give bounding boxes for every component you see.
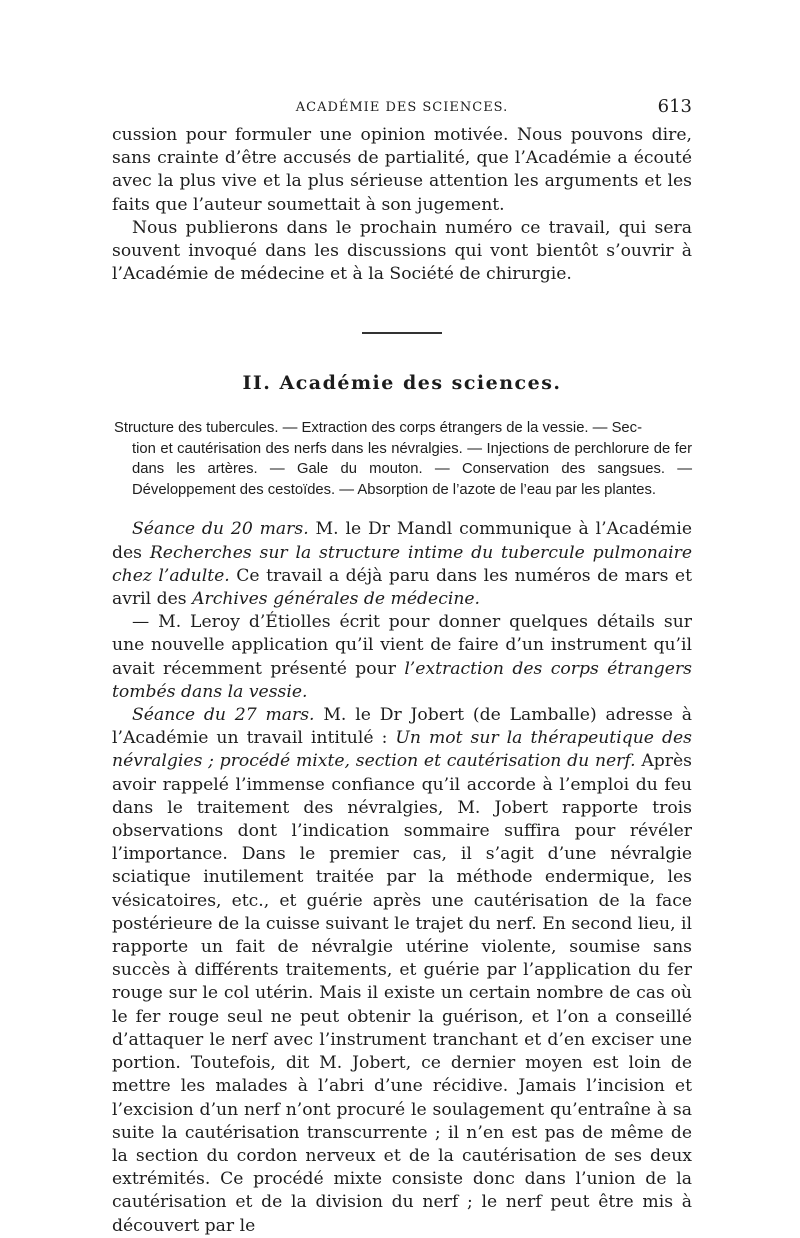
seance-date: Séance du 27 mars. [132, 705, 315, 726]
summary-first-line: Structure des tubercules. — Extraction des corps étrangers de la vessie. — Sec- [114, 420, 642, 437]
intro-paragraph-2: Nous publierons dans le prochain numéro ce travail, qui sera souvent invoqué dans les discussions qui vont bientôt s’ouvrir à l’Académie de médecine et à la Société de chirurgie. [112, 217, 692, 285]
seance-text: M. le Dr Mandl communique à l’Académie des [112, 519, 693, 563]
section-summary [112, 418, 692, 500]
seance-27-mars-paragraph [112, 704, 692, 1238]
section-heading: II. Académie des sciences. [242, 372, 562, 395]
running-title: ACADÉMIE DES SCIENCES. [295, 100, 509, 115]
seance-20-mars-paragraph [112, 518, 692, 611]
seance-text: M. le Dr Jobert (de Lamballe) adresse à l’Académie un travail intitulé : [112, 705, 693, 749]
page-number: 613 [657, 96, 692, 117]
body-text [112, 518, 692, 1237]
seance-text: Après avoir rappelé l’immense confiance qu’il accorde à l’emploi du feu dans le traitement des névralgies, M. Jobert rapporte trois observations dont l’indication sommaire suffira pour révéler l’importance. Dans le premier cas, il s’agit d’une névralgie sciatique inutilement traitée par la méthode endermique, les vésicatoires, etc., et guérie après une cautérisation de la face postérieure de la cuisse suivant le trajet du nerf. En second lieu, il rapporte un fait de névralgie utérine violente, soumise sans succès à différents traitements, et guérie par l’application du fer rouge sur le col utérin. Mais il existe un certain nombre de cas où le fer rouge seul ne peut obtenir la guérison, et l’on a conseillé d’attaquer le nerf avec l’instrument tranchant et d’en exciser une portion. Toutefois, dit M. Jobert, ce dernier moyen est loin de mettre les malades à l’abri d’une récidive. Jamais l’incision et l’excision d’un nerf n’ont procuré le soulagement qu’entraîne à sa suite la cautérisation transcurrente ; il n’en est pas de même de la section du cordon nerveux et de la cautérisation de ses deux extrémités. Ce procédé mixte consiste donc dans l’union de la cautérisation et de la division du nerf ; le nerf peut être mis à découvert par le [112, 751, 692, 1236]
leroy-topic: l’extraction des corps étrangers tombés dans la vessie. [112, 658, 692, 702]
work-title: Recherches sur la structure intime du tubercule pulmonaire chez l’adulte. [112, 542, 692, 586]
leroy-text: — M. Leroy d’Étiolles écrit pour donner quelques détails sur une nouvelle application qu’il vient de faire d’un instrument qu’il avait récemment présenté pour [112, 612, 692, 679]
journal-title: Archives générales de médecine. [192, 589, 481, 610]
intro-paragraph-1: cussion pour formuler une opinion motivée. Nous pouvons dire, sans crainte d’être accusés de partialité, que l’Académie a écouté avec la plus vive et la plus sérieuse attention les arguments et les faits que l’auteur soumettait à son jugement. [112, 125, 692, 215]
section-divider [362, 332, 442, 334]
seance-text: Ce travail a déjà paru dans les numéros de mars et avril des [112, 565, 692, 610]
summary-continuation: tion et cautérisation des nerfs dans les névralgies. — Injections de perchlorure de fer dans les artères. — Gale du mouton. — Conservation des sangsues. — Développement des cestoïdes. — Absorption de l’azote de l’eau par les plantes. [132, 440, 692, 498]
running-head [112, 96, 692, 124]
seance-date: Séance du 20 mars. [132, 519, 309, 540]
work-title: Un mot sur la thérapeutique des névralgies ; procédé mixte, section et cautérisation du nerf. [112, 728, 692, 772]
book-page [112, 96, 692, 1238]
leroy-paragraph [112, 611, 692, 704]
